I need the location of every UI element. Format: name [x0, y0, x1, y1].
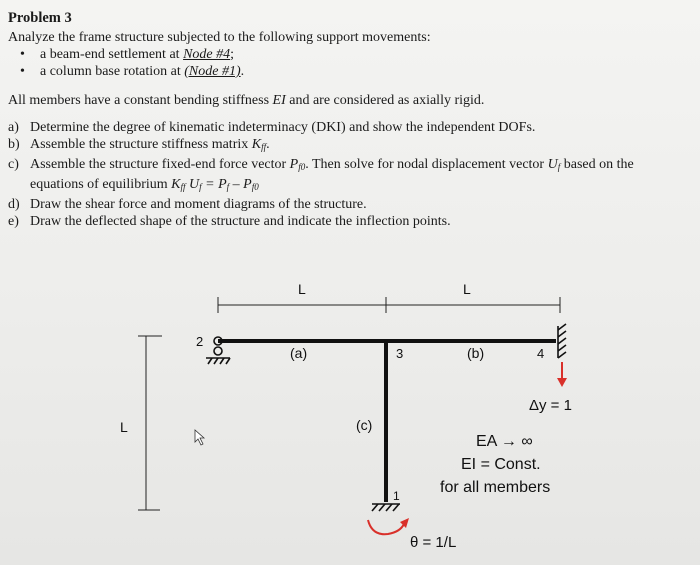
span-label-left: L: [298, 281, 306, 297]
stiffness-statement: All members have a constant bending stiffness EI and are considered as axially rigid.: [8, 93, 485, 108]
node-label-3: 3: [396, 346, 404, 361]
fixed-base-support-icon: [372, 504, 400, 511]
span-dimension: [218, 297, 560, 313]
problem-title: Problem 3: [8, 10, 72, 26]
member-label-a: (a): [290, 345, 308, 361]
mouse-cursor-icon: [195, 430, 204, 445]
height-label: L: [120, 419, 128, 435]
axial-stiffness-label: EA → ∞: [476, 433, 533, 450]
height-dimension: [138, 336, 162, 510]
bending-stiffness-label: EI = Const.: [461, 456, 541, 473]
fixed-wall-support-icon: [558, 324, 566, 358]
settlement-arrow-icon: [557, 362, 567, 387]
node-label-1: 1: [393, 489, 400, 503]
task-c-continued: equations of equilibrium $K_{ff}$ $U_f = P_f - P_{f0}$: [30, 177, 259, 192]
task-b: b) Assemble the structure stiffness matrix $K_{ff}$.: [8, 137, 270, 152]
member-label-c: (c): [356, 417, 373, 433]
list-item: • a beam-end settlement at Node #4;: [20, 47, 235, 62]
task-a: a) Determine the degree of kinematic indeterminacy (DKI) and show the independent DOFs.: [8, 120, 536, 135]
settlement-label: Δy = 1: [529, 397, 572, 414]
node-label-4: 4: [537, 346, 545, 361]
members-note-label: for all members: [440, 479, 551, 496]
task-e: e) Draw the deflected shape of the structure and indicate the inflection points.: [8, 214, 451, 229]
task-c: c) Assemble the structure fixed-end force vector $P_{f0}$. Then solve for nodal displacement vector $U_f$ based on the: [8, 157, 634, 172]
member-label-b: (b): [467, 345, 485, 361]
node-label-2: 2: [196, 334, 204, 349]
span-label-right: L: [463, 281, 471, 297]
rotation-label: θ = 1/L: [410, 534, 457, 551]
problem-intro: Analyze the frame structure subjected to the following support movements:: [8, 30, 431, 45]
rotation-arrow-icon: [368, 518, 409, 534]
list-item: • a column base rotation at (Node #1).: [20, 64, 245, 79]
task-d: d) Draw the shear force and moment diagrams of the structure.: [8, 197, 367, 212]
